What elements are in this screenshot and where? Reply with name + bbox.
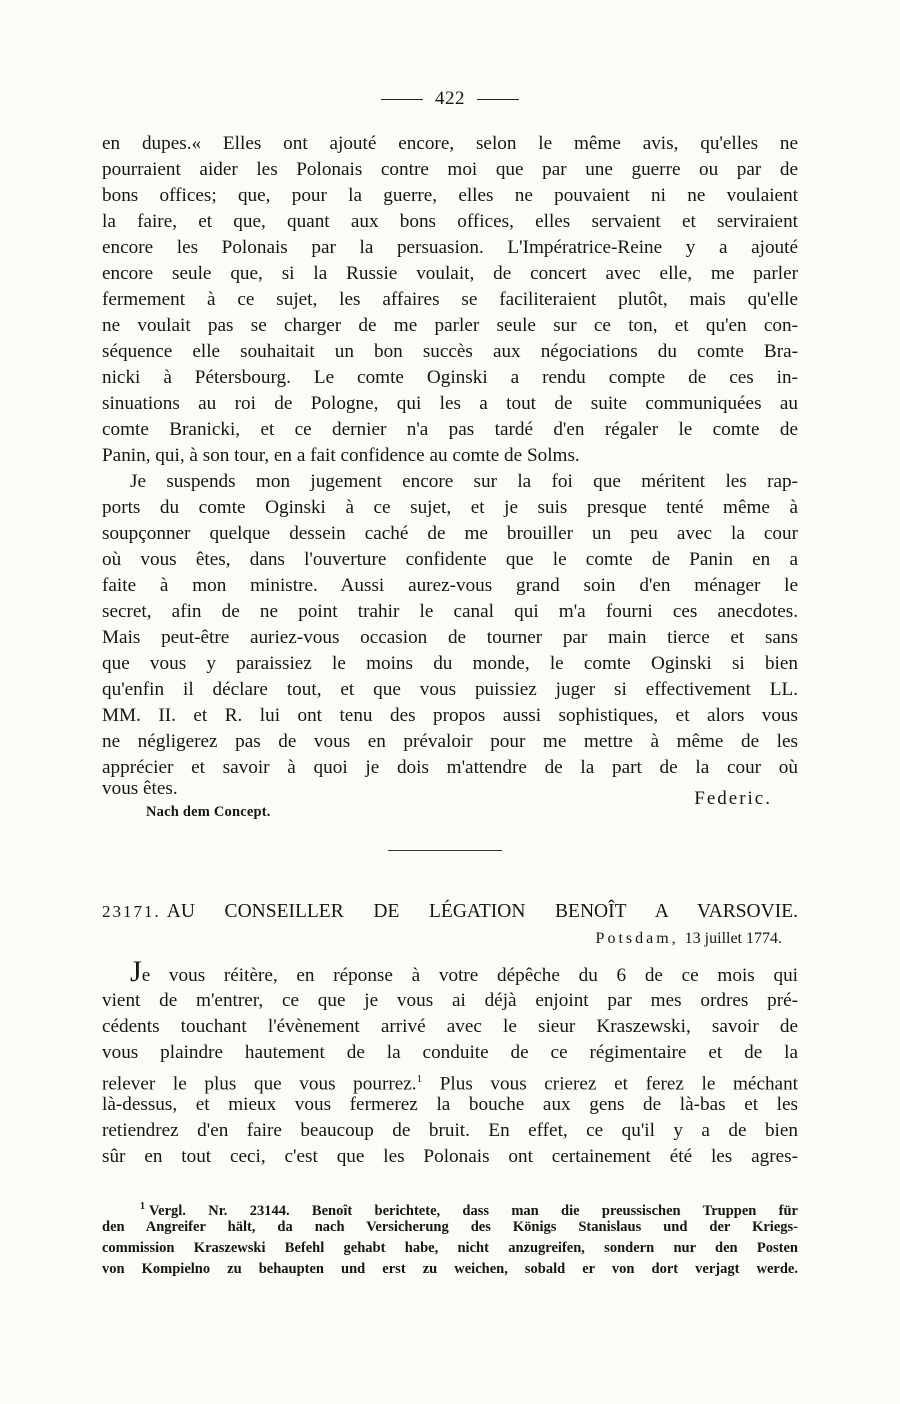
text-line: apprécier et savoir à quoi je dois m'attendre de la part de la cour où — [102, 757, 798, 778]
text-line: vient de m'entrer, ce que je vous ai déjà enjoint par mes ordres pré- — [102, 990, 798, 1011]
text-line: soupçonner quelque dessein caché de me brouiller un peu avec la cour — [102, 523, 798, 544]
text-line: encore seule que, si la Russie voulait, de concert avec elle, me parler — [102, 263, 798, 284]
text-line: séquence elle souhaitait un bon succès aux négociations du comte Bra- — [102, 341, 798, 362]
text-line: que vous y paraissiez le moins du monde, le comte Oginski si bien — [102, 653, 798, 674]
footnote-line: von Kompielno zu behaupten und erst zu weichen, sobald er von dort verjagt werde. — [102, 1261, 798, 1277]
text-line: là-dessus, et mieux vous fermerez la bouche aux gens de là-bas et les — [102, 1094, 798, 1115]
text-span: relever le plus que vous pourrez. — [102, 1073, 417, 1095]
page-number: 422 — [435, 88, 465, 109]
footnote-line: den Angreifer hält, da nach Versicherung des Königs Stanislaus und der Kriegs- — [102, 1219, 798, 1235]
dateline-place: Potsdam, — [595, 930, 679, 947]
text-line: ne voulait pas se charger de me parler seule sur ce ton, et qu'en con- — [102, 315, 798, 336]
text-line — [102, 1066, 798, 1095]
text-line: cédents touchant l'évènement arrivé avec le sieur Kraszewski, savoir de — [102, 1016, 798, 1037]
text-line: vous plaindre hautement de la conduite de ce régimentaire et de la — [102, 1042, 798, 1063]
text-line: nicki à Pétersbourg. Le comte Oginski a rendu compte de ces in- — [102, 367, 798, 388]
text-line: secret, afin de ne point trahir le canal qui m'a fourni ces anecdotes. — [102, 601, 798, 622]
signature: Federic. — [694, 788, 772, 809]
text-line: où vous êtes, dans l'ouverture confidente que le comte de Panin en a — [102, 549, 798, 570]
footnote-reference[interactable]: 1 — [416, 1073, 423, 1085]
text-line: ports du comte Oginski à ce sujet, et je suis presque tenté même à — [102, 497, 798, 518]
footnote-line: commission Kraszewski Befehl gehabt habe, nicht anzugreifen, sondern nur den Posten — [102, 1240, 798, 1256]
text-line: retiendrez d'en faire beaucoup de bruit. En effet, ce qu'il y a de bien — [102, 1120, 798, 1141]
header-rule-right — [477, 99, 519, 100]
drop-cap: J — [130, 955, 142, 988]
header-rule-left — [381, 99, 423, 100]
footnote-line — [140, 1196, 798, 1217]
text-line: sûr en tout ceci, c'est que les Polonais ont certainement été les agres- — [102, 1146, 798, 1167]
text-line: fermement à ce sujet, les affaires se faciliteraient plutôt, mais qu'elle — [102, 289, 798, 310]
text-line: bons offices; que, pour la guerre, elles ne pouvaient ni ne voulaient — [102, 185, 798, 206]
text-line: vous êtes. — [102, 778, 178, 799]
text-line: MM. II. et R. lui ont tenu des propos aussi sophistiques, et alors vous — [102, 705, 798, 726]
text-line: sinuations au roi de Pologne, qui les a tout de suite communiquées au — [102, 393, 798, 414]
page-header — [0, 88, 900, 110]
text-line: ne négligerez pas de vous en prévaloir pour me mettre à même de les — [102, 731, 798, 752]
text-line: comte Branicki, et ce dernier n'a pas tardé d'en régaler le comte de — [102, 419, 798, 440]
text-line: Je suspends mon jugement encore sur la foi que méritent les rap- — [130, 471, 798, 492]
text-line: encore les Polonais par la persuasion. L'Impératrice-Reine y a ajouté — [102, 237, 798, 258]
document-heading — [102, 898, 798, 926]
text-line: Panin, qui, à son tour, en a fait confidence au comte de Solms. — [102, 445, 580, 466]
text-line: la faire, et que, quant aux bons offices, elles servaient et serviraient — [102, 211, 798, 232]
text-span: Plus vous crierez et ferez le méchant — [439, 1073, 798, 1095]
footnote-marker: 1 — [140, 1201, 145, 1212]
text-span: e vous réitère, en réponse à votre dépêche du 6 de ce mois qui — [141, 965, 798, 986]
text-line: en dupes.« Elles ont ajouté encore, selon le même avis, qu'elles ne — [102, 133, 798, 154]
source-note: Nach dem Concept. — [146, 804, 271, 820]
text-line: Mais peut-être auriez-vous occasion de tourner par main tierce et sans — [102, 627, 798, 648]
text-line: faite à mon ministre. Aussi aurez-vous grand soin d'en ménager le — [102, 575, 798, 596]
document-number: 23171. — [102, 902, 161, 921]
text-span: Vergl. Nr. 23144. Benoît berichtete, dass man die preussischen Truppen für — [149, 1202, 798, 1219]
text-line — [130, 955, 798, 988]
text-line: qu'enfin il déclare tout, et que vous puissiez juger si effectivement LL. — [102, 679, 798, 700]
section-divider — [388, 850, 502, 851]
dateline-date: 13 juillet 1774. — [684, 930, 782, 947]
document-title: AU CONSEILLER DE LÉGATION BENOÎT A VARSOVIE. — [166, 901, 798, 922]
text-line: pourraient aider les Polonais contre moi que par une guerre ou par de — [102, 159, 798, 180]
dateline — [596, 930, 782, 948]
